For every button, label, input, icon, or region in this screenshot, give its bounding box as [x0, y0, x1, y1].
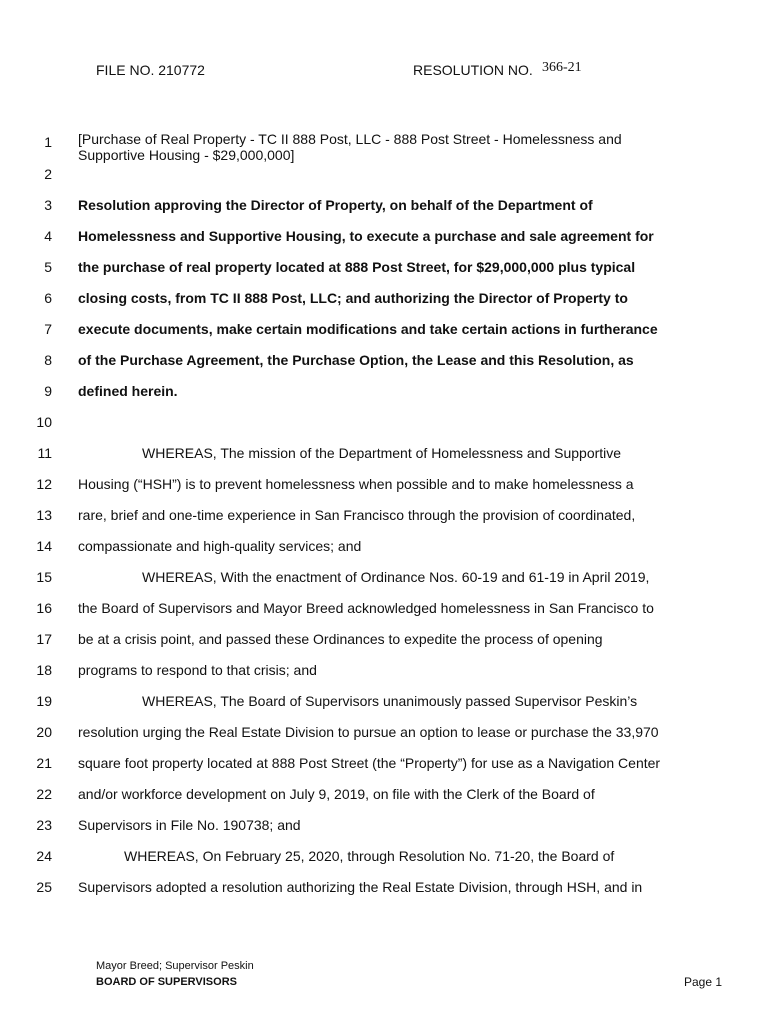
line-number: 21 [36, 755, 52, 771]
line-number: 25 [36, 879, 52, 895]
body-line: Housing (“HSH”) is to prevent homelessness when possible and to make homelessness a [78, 476, 634, 492]
caption [78, 131, 622, 163]
line-number: 11 [37, 445, 52, 461]
caption-line: [Purchase of Real Property - TC II 888 Post, LLC - 888 Post Street - Homelessness and [78, 131, 622, 147]
line-number: 4 [44, 228, 52, 244]
body-line: WHEREAS, The Board of Supervisors unanimously passed Supervisor Peskin’s [142, 693, 638, 709]
page-number: Page 1 [684, 975, 723, 989]
title-line: Resolution approving the Director of Property, on behalf of the Department of [78, 197, 593, 213]
title-line: Homelessness and Supportive Housing, to execute a purchase and sale agreement for [78, 228, 654, 244]
footer-board: BOARD OF SUPERVISORS [96, 976, 237, 988]
line-number: 5 [44, 259, 52, 275]
line-number: 10 [36, 414, 52, 430]
line-number: 20 [36, 724, 52, 740]
body-line: resolution urging the Real Estate Division to pursue an option to lease or purchase the 33,970 [78, 724, 659, 740]
body-line: Supervisors in File No. 190738; and [78, 817, 301, 833]
resolution-number: 366-21 [542, 60, 582, 75]
title-line: the purchase of real property located at 888 Post Street, for $29,000,000 plus typical [78, 259, 636, 275]
line-number: 14 [36, 538, 52, 554]
body-line: WHEREAS, With the enactment of Ordinance Nos. 60-19 and 61-19 in April 2019, [142, 569, 650, 585]
line-number: 24 [36, 848, 52, 864]
body-line: and/or workforce development on July 9, 2019, on file with the Clerk of the Board of [78, 786, 595, 802]
title-line: defined herein. [78, 383, 178, 399]
file-number: FILE NO. 210772 [96, 62, 205, 78]
line-number: 15 [36, 569, 52, 585]
title-line: closing costs, from TC II 888 Post, LLC; and authorizing the Director of Property to [78, 290, 628, 306]
line-number: 1 [44, 134, 52, 150]
line-number: 8 [44, 352, 52, 368]
line-number: 3 [44, 197, 52, 213]
line-number: 17 [36, 631, 52, 647]
body-line: Supervisors adopted a resolution authorizing the Real Estate Division, through HSH, and in [78, 879, 643, 895]
line-number: 23 [36, 817, 52, 833]
footer-sponsors: Mayor Breed; Supervisor Peskin [96, 960, 254, 972]
title-line: execute documents, make certain modifications and take certain actions in furtherance [78, 321, 658, 337]
line-number: 19 [36, 693, 52, 709]
line-number: 12 [36, 476, 52, 492]
line-number: 18 [36, 662, 52, 678]
caption-line: Supportive Housing - $29,000,000] [78, 147, 295, 163]
body-line: programs to respond to that crisis; and [78, 662, 317, 678]
line-number: 6 [44, 290, 52, 306]
body-line: WHEREAS, On February 25, 2020, through Resolution No. 71-20, the Board of [124, 848, 615, 864]
line-number: 9 [44, 383, 52, 399]
resolution-label: RESOLUTION NO. [413, 62, 533, 78]
body-line: rare, brief and one-time experience in San Francisco through the provision of coordinated, [78, 507, 636, 523]
body-line: the Board of Supervisors and Mayor Breed acknowledged homelessness in San Francisco to [78, 600, 654, 616]
body-line: compassionate and high-quality services; and [78, 538, 362, 554]
line-number: 13 [36, 507, 52, 523]
line-number: 7 [44, 321, 52, 337]
line-number: 2 [44, 166, 52, 182]
body-line: WHEREAS, The mission of the Department of Homelessness and Supportive [142, 445, 622, 461]
title-line: of the Purchase Agreement, the Purchase Option, the Lease and this Resolution, as [78, 352, 634, 368]
line-number: 22 [36, 786, 52, 802]
body-line: square foot property located at 888 Post Street (the “Property”) for use as a Navigation Center [78, 755, 661, 771]
line-number: 16 [36, 600, 52, 616]
body-line: be at a crisis point, and passed these Ordinances to expedite the process of opening [78, 631, 603, 647]
